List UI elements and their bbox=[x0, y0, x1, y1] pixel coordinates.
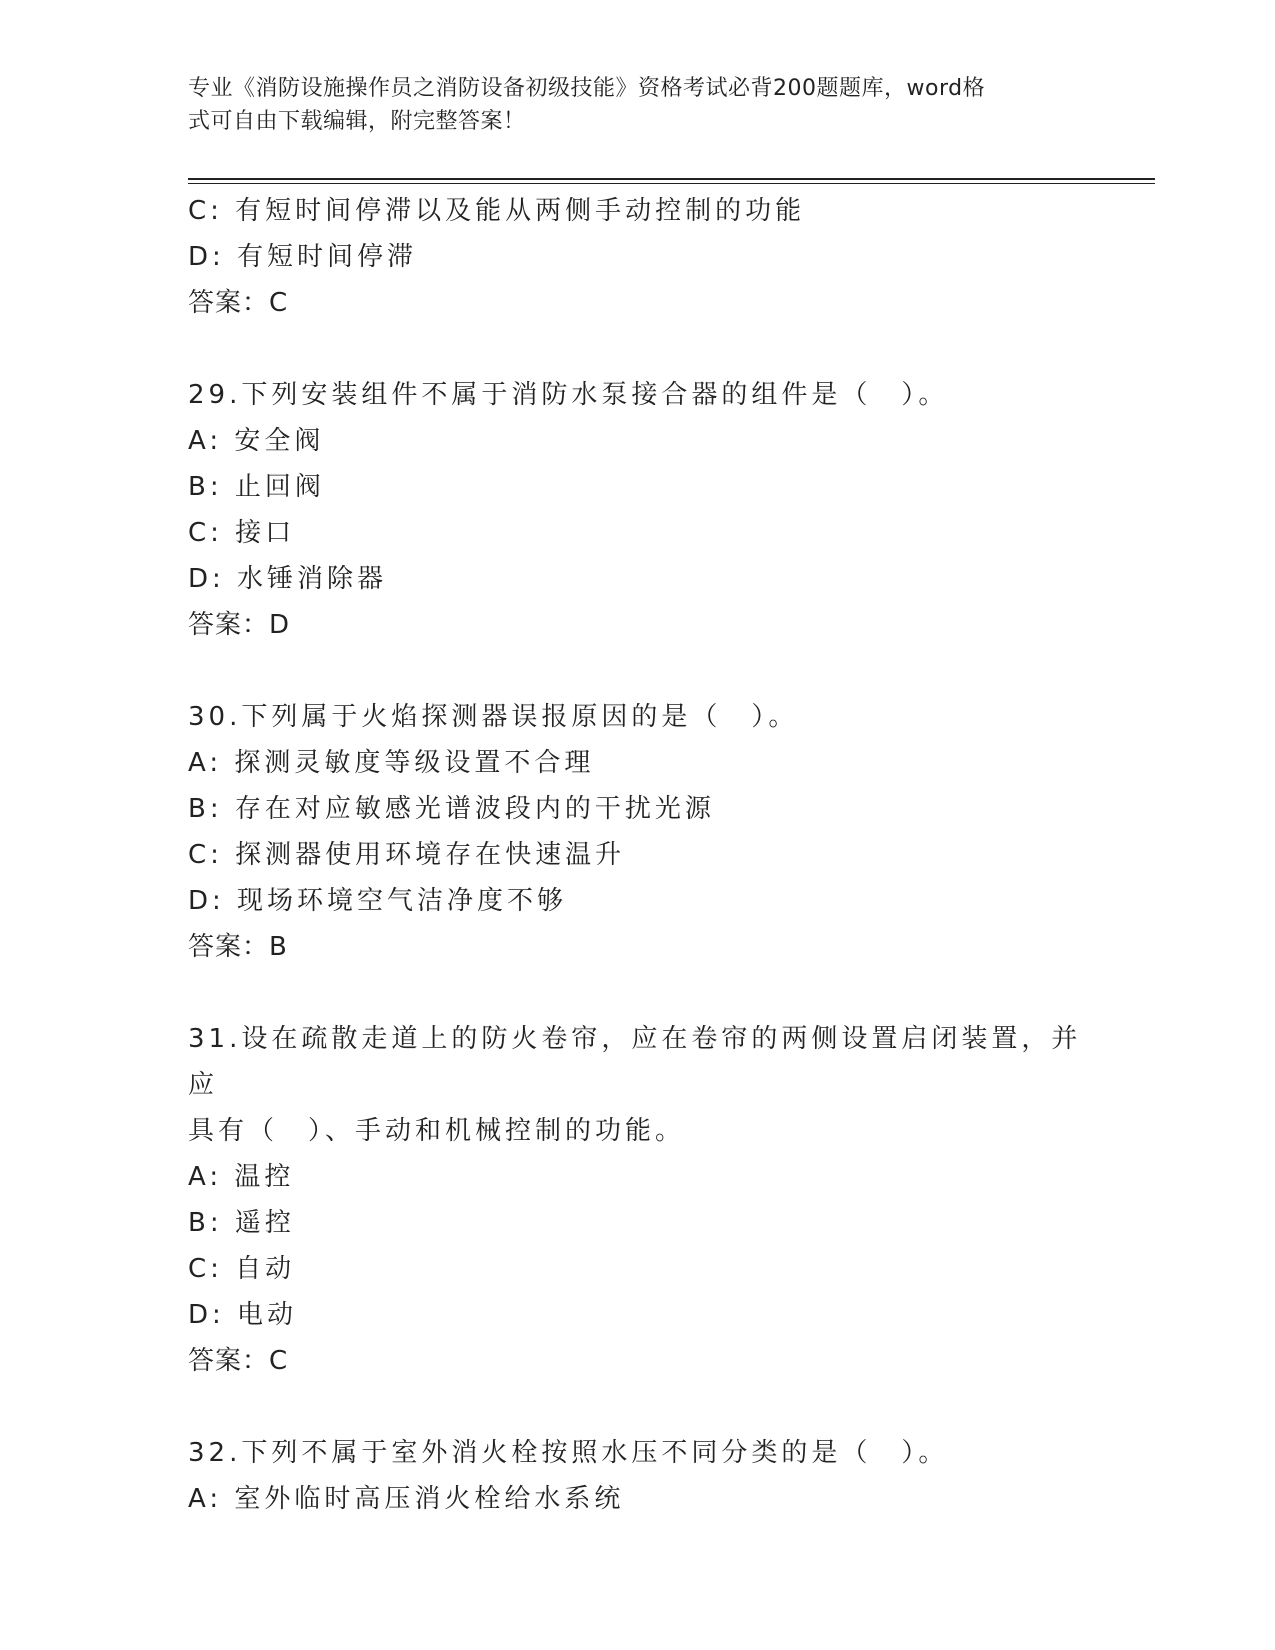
option-c: C: 自动 bbox=[188, 1254, 296, 1284]
spacer bbox=[188, 648, 1088, 694]
option-c: C: 接口 bbox=[188, 518, 296, 548]
header-divider-thin bbox=[188, 183, 1155, 184]
option-a: A: 探测灵敏度等级设置不合理 bbox=[188, 748, 595, 778]
spacer bbox=[188, 1384, 1088, 1430]
answer: 答案：C bbox=[188, 1346, 289, 1376]
option-b: B: 存在对应敏感光谱波段内的干扰光源 bbox=[188, 794, 715, 824]
question-stem: 30.下列属于火焰探测器误报原因的是（ ）。 bbox=[188, 702, 799, 732]
question-28-continued bbox=[188, 188, 1088, 326]
question-stem-line-2: 具有（ ）、手动和机械控制的功能。 bbox=[188, 1116, 686, 1146]
option-a: A: 安全阀 bbox=[188, 426, 325, 456]
option-a: A: 室外临时高压消火栓给水系统 bbox=[188, 1484, 625, 1514]
answer: 答案：C bbox=[188, 288, 289, 318]
spacer bbox=[188, 326, 1088, 372]
option-d: D: 现场环境空气洁净度不够 bbox=[188, 886, 568, 916]
question-32 bbox=[188, 1430, 1088, 1522]
option-d: D: 电动 bbox=[188, 1300, 298, 1330]
option-c: C: 探测器使用环境存在快速温升 bbox=[188, 840, 626, 870]
answer: 答案：D bbox=[188, 610, 291, 640]
option-a: A: 温控 bbox=[188, 1162, 295, 1192]
question-29 bbox=[188, 372, 1088, 648]
option-b: B: 止回阀 bbox=[188, 472, 325, 502]
question-30 bbox=[188, 694, 1088, 970]
question-stem-line-1: 31.设在疏散走道上的防火卷帘，应在卷帘的两侧设置启闭装置，并应 bbox=[188, 1024, 1082, 1100]
option-d: D: 有短时间停滞 bbox=[188, 242, 418, 272]
question-31 bbox=[188, 1016, 1088, 1384]
document-header bbox=[188, 72, 1088, 138]
answer: 答案：B bbox=[188, 932, 288, 962]
option-c: C: 有短时间停滞以及能从两侧手动控制的功能 bbox=[188, 196, 806, 226]
question-stem: 29.下列安装组件不属于消防水泵接合器的组件是（ ）。 bbox=[188, 380, 949, 410]
header-line-2: 式可自由下载编辑，附完整答案！ bbox=[188, 109, 526, 134]
header-divider-thick bbox=[188, 178, 1155, 180]
header-line-1: 专业《消防设施操作员之消防设备初级技能》资格考试必背200题题库，word格 bbox=[188, 76, 986, 101]
spacer bbox=[188, 970, 1088, 1016]
option-d: D: 水锤消除器 bbox=[188, 564, 388, 594]
option-b: B: 遥控 bbox=[188, 1208, 295, 1238]
question-stem: 32.下列不属于室外消火栓按照水压不同分类的是（ ）。 bbox=[188, 1438, 949, 1468]
question-list bbox=[188, 188, 1088, 1522]
